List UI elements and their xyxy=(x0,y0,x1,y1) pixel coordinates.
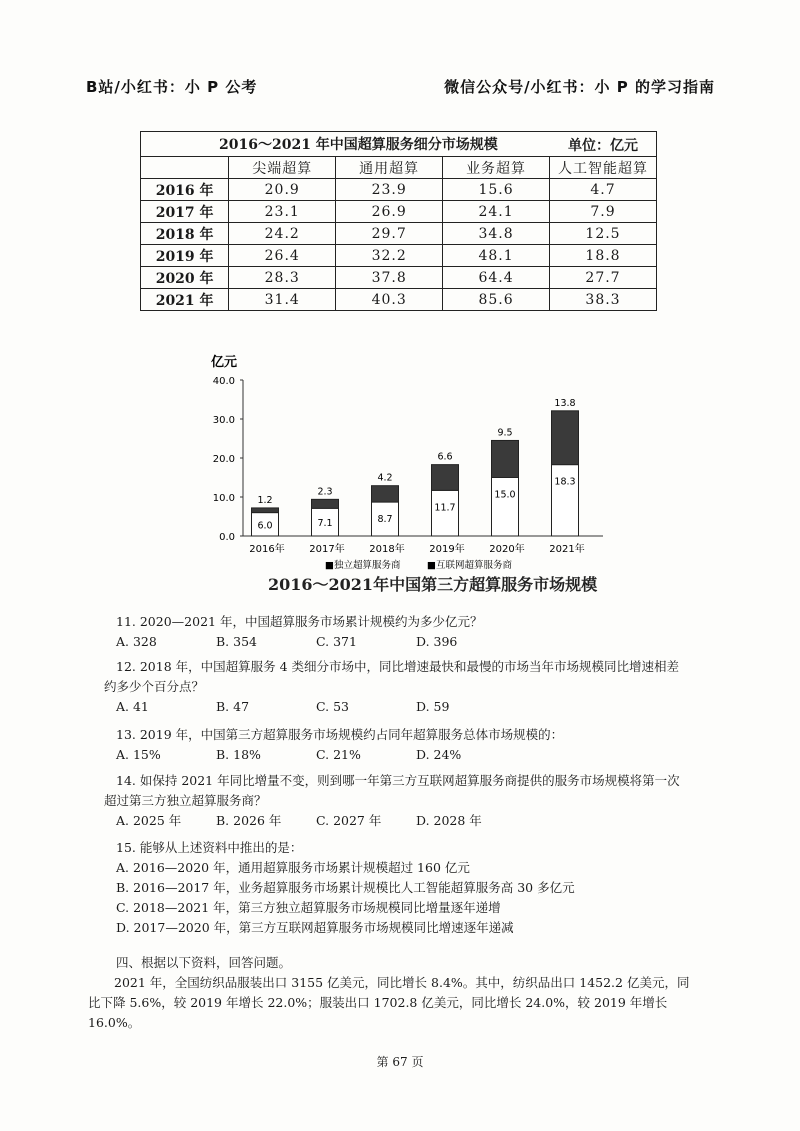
bar-internet xyxy=(492,440,519,477)
legend-internet: ■互联网超算服务商 xyxy=(427,560,512,571)
y-tick-label: 30.0 xyxy=(212,415,235,426)
x-tick-label: 2019年 xyxy=(429,544,465,555)
question-13 xyxy=(116,725,716,765)
table-cell: 64.4 xyxy=(443,267,550,289)
section-heading: 四、根据以下资料，回答问题。 xyxy=(116,955,292,970)
stacked-bar-chart xyxy=(195,350,615,572)
table-unit: 单位：亿元 xyxy=(568,138,638,154)
option-d: D. 396 xyxy=(416,634,458,649)
table-row xyxy=(141,289,657,311)
section-para-line1: 2021 年，全国纺织品服装出口 3155 亿美元，同比增长 8.4%。其中，纺织品出口 1452.2 亿美元，同 xyxy=(114,975,690,990)
bar-label-independent: 15.0 xyxy=(494,489,516,501)
option-c: C. 2027 年 xyxy=(316,813,382,828)
bar-independent xyxy=(492,478,519,537)
question-stem-cont: 超过第三方独立超算服务商？ xyxy=(104,793,267,808)
question-12 xyxy=(104,657,716,717)
chart-title: 2016～2021年中国第三方超算服务市场规模 xyxy=(268,575,598,594)
row-year: 2016 年 xyxy=(141,179,229,201)
header-left: B站/小红书：小 P 公考 xyxy=(86,78,258,96)
column-header: 尖端超算 xyxy=(229,157,336,179)
bar-label-internet: 2.3 xyxy=(317,486,333,498)
bar-label-internet: 9.5 xyxy=(497,427,513,439)
table-cell: 18.8 xyxy=(550,245,657,267)
option-c: C. 371 xyxy=(316,634,357,649)
bar-label-independent: 8.7 xyxy=(377,514,393,526)
question-stem-cont: 约多少个百分点？ xyxy=(104,679,205,694)
table-cell: 4.7 xyxy=(550,179,657,201)
table-cell: 28.3 xyxy=(229,267,336,289)
legend-independent: ■独立超算服务商 xyxy=(325,560,401,571)
option-c: C. 21% xyxy=(316,747,361,762)
column-header: 通用超算 xyxy=(336,157,443,179)
option-d: D. 24% xyxy=(416,747,462,762)
table-cell: 23.1 xyxy=(229,201,336,223)
bar-internet xyxy=(252,508,279,513)
table-cell: 34.8 xyxy=(443,223,550,245)
table-cell: 85.6 xyxy=(443,289,550,311)
bar-internet xyxy=(372,486,399,502)
question-stem: 14. 如保持 2021 年同比增量不变，则到哪一年第三方互联网超算服务商提供的服务市场规模将第一次 xyxy=(116,773,680,788)
question-15 xyxy=(116,838,716,938)
x-tick-label: 2021年 xyxy=(549,544,585,555)
table-cell: 37.8 xyxy=(336,267,443,289)
table-title-cell xyxy=(141,132,657,157)
table-row xyxy=(141,179,657,201)
table-cell: 29.7 xyxy=(336,223,443,245)
option-a: A. 2025 年 xyxy=(116,813,182,828)
x-tick-label: 2018年 xyxy=(369,544,405,555)
y-tick-label: 20.0 xyxy=(212,454,235,465)
y-tick-label: 0.0 xyxy=(219,532,235,543)
option-b: B. 18% xyxy=(216,747,261,762)
row-year: 2018 年 xyxy=(141,223,229,245)
option-b: B. 47 xyxy=(216,699,250,714)
option-d: D. 2017—2020 年，第三方互联网超算服务市场规模同比增速逐年递减 xyxy=(116,920,514,935)
option-a: A. 2016—2020 年，通用超算服务市场累计规模超过 160 亿元 xyxy=(116,860,470,875)
table-cell: 7.9 xyxy=(550,201,657,223)
question-stem: 15. 能够从上述资料中推出的是： xyxy=(116,840,303,855)
table-cell: 26.9 xyxy=(336,201,443,223)
y-tick-label: 40.0 xyxy=(212,376,235,387)
table-corner xyxy=(141,157,229,179)
header-right: 微信公众号/小红书：小 P 的学习指南 xyxy=(444,78,715,96)
bar-internet xyxy=(312,499,339,508)
y-tick-label: 10.0 xyxy=(212,493,235,504)
option-a: A. 41 xyxy=(116,699,149,714)
table-cell: 40.3 xyxy=(336,289,443,311)
table-cell: 24.2 xyxy=(229,223,336,245)
x-tick-label: 2017年 xyxy=(309,544,345,555)
bar-label-independent: 11.7 xyxy=(434,502,456,514)
section-para-line2: 比下降 5.6%，较 2019 年增长 22.0%；服装出口 1702.8 亿美元，同比增长 24.0%，较 2019 年增长 16.0%。 xyxy=(88,995,668,1030)
table-cell: 24.1 xyxy=(443,201,550,223)
table-cell: 31.4 xyxy=(229,289,336,311)
bar-label-internet: 4.2 xyxy=(377,472,393,484)
table-cell: 27.7 xyxy=(550,267,657,289)
row-year: 2020 年 xyxy=(141,267,229,289)
bar-independent xyxy=(552,465,579,536)
table-cell: 20.9 xyxy=(229,179,336,201)
bar-label-independent: 18.3 xyxy=(554,476,576,488)
table-title: 2016～2021 年中国超算服务细分市场规模 xyxy=(219,137,498,153)
section-4 xyxy=(88,953,716,1033)
table-cell: 32.2 xyxy=(336,245,443,267)
table-header-row xyxy=(141,157,657,179)
question-11 xyxy=(116,612,716,652)
bar-label-independent: 7.1 xyxy=(317,518,333,530)
option-c: C. 2018—2021 年，第三方独立超算服务市场规模同比增量逐年递增 xyxy=(116,900,501,915)
question-stem: 12. 2018 年，中国超算服务 4 类细分市场中，同比增速最快和最慢的市场当年市场规模同比增速相差 xyxy=(116,659,680,674)
table-cell: 38.3 xyxy=(550,289,657,311)
bar-label-internet: 6.6 xyxy=(437,451,453,463)
table-cell: 23.9 xyxy=(336,179,443,201)
table-row xyxy=(141,223,657,245)
bar-label-internet: 1.2 xyxy=(257,494,273,506)
row-year: 2017 年 xyxy=(141,201,229,223)
table-cell: 15.6 xyxy=(443,179,550,201)
option-d: D. 2028 年 xyxy=(416,813,482,828)
option-a: A. 328 xyxy=(116,634,157,649)
market-table xyxy=(140,131,657,311)
y-axis-label: 亿元 xyxy=(211,355,238,370)
question-stem: 13. 2019 年，中国第三方超算服务市场规模约占同年超算服务总体市场规模的： xyxy=(116,727,564,742)
table-cell: 48.1 xyxy=(443,245,550,267)
table-row xyxy=(141,201,657,223)
table-cell: 12.5 xyxy=(550,223,657,245)
row-year: 2019 年 xyxy=(141,245,229,267)
option-b: B. 354 xyxy=(216,634,257,649)
column-header: 人工智能超算 xyxy=(550,157,657,179)
table-row xyxy=(141,267,657,289)
option-d: D. 59 xyxy=(416,699,450,714)
x-tick-label: 2016年 xyxy=(249,544,285,555)
bar-internet xyxy=(432,465,459,491)
table-cell: 26.4 xyxy=(229,245,336,267)
option-a: A. 15% xyxy=(116,747,161,762)
row-year: 2021 年 xyxy=(141,289,229,311)
question-14 xyxy=(104,771,716,831)
x-tick-label: 2020年 xyxy=(489,544,525,555)
bar-label-independent: 6.0 xyxy=(257,520,273,532)
table-row xyxy=(141,245,657,267)
bar-internet xyxy=(552,411,579,465)
question-stem: 11. 2020—2021 年，中国超算服务市场累计规模约为多少亿元？ xyxy=(116,614,483,629)
page-number: 第 67 页 xyxy=(376,1055,424,1069)
option-b: B. 2026 年 xyxy=(216,813,282,828)
option-b: B. 2016—2017 年，业务超算服务市场累计规模比人工智能超算服务高 30 多亿元 xyxy=(116,880,575,895)
column-header: 业务超算 xyxy=(443,157,550,179)
option-c: C. 53 xyxy=(316,699,349,714)
bar-label-internet: 13.8 xyxy=(554,397,576,409)
